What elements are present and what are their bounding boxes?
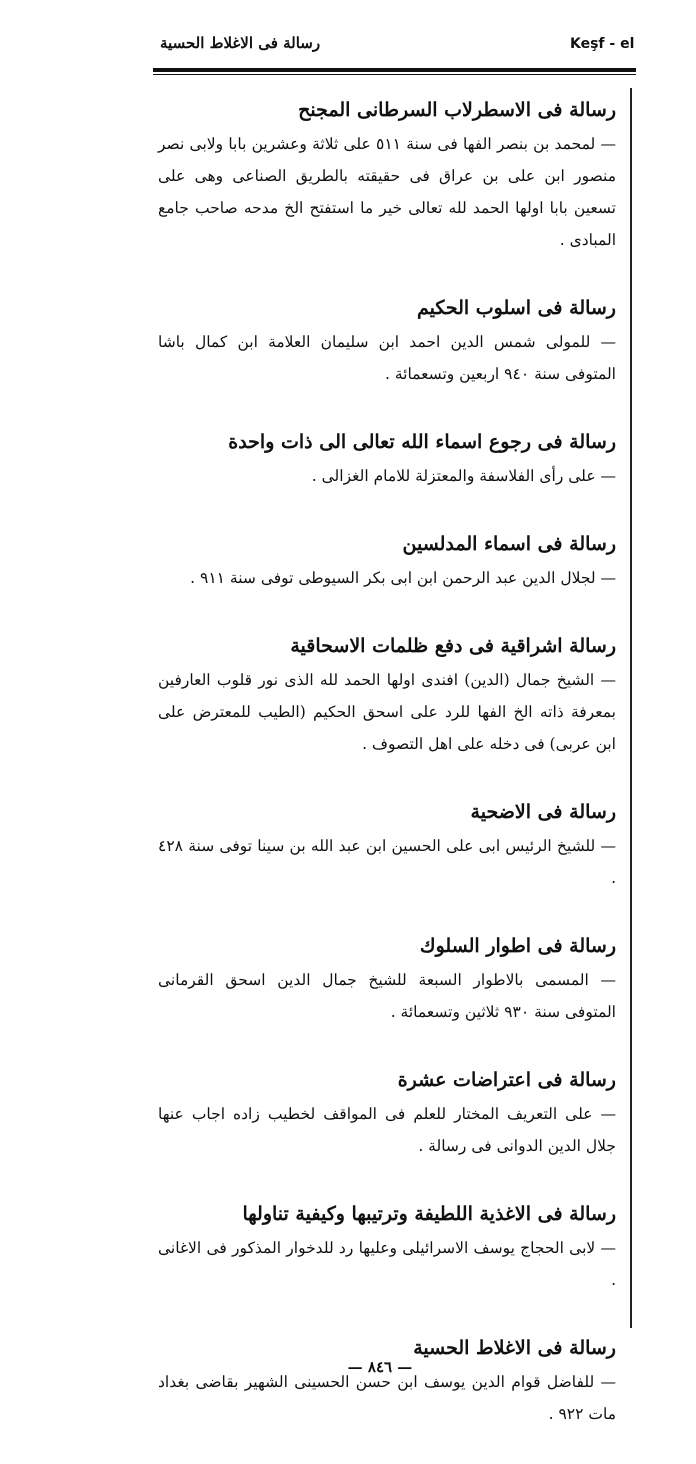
entry-details: — لمحمد بن بنصر الفها فى سنة ٥١١ على ثلاثة وعشرين بابا ولابى نصر منصور ابن على بن عراق فى حقيقته بالطريق الصناعى وهى على تسعين بابا اولها الحمد لله تعالى خير ما استفتح الخ مدحه صاحب جامع المبادى . — [158, 135, 616, 249]
entry-title: رسالة فى رجوع اسماء الله تعالى الى ذات واحدة — [228, 431, 616, 453]
entry — [158, 1062, 616, 1162]
entry — [158, 92, 616, 256]
entry — [158, 526, 616, 594]
entry-details: — المسمى بالاطوار السبعة للشيخ جمال الدين اسحق القرمانى المتوفى سنة ٩٣٠ ثلاثين وتسعمائة . — [158, 971, 616, 1021]
entry-details: — لابى الحجاج يوسف الاسرائيلى وعليها رد للدخوار المذكور فى الاغانى . — [158, 1239, 616, 1289]
header-rule-thick — [153, 68, 636, 72]
entry — [158, 290, 616, 390]
entry-details: — للفاضل قوام الدين يوسف ابن حسن الحسينى الشهير بقاضى بغداد مات ٩٢٢ . — [158, 1373, 616, 1423]
entry-details: — الشيخ جمال (الدين) افندى اولها الحمد لله الذى نور قلوب العارفين بمعرفة ذاته الخ الفها للرد على اسحق الحكيم (الطيب للمعترض على ابن عربى) فى دخله على اهل التصوف . — [158, 671, 616, 753]
header-rule-thin — [153, 74, 636, 75]
entry-details: — للشيخ الرئيس ابى على الحسين ابن عبد الله بن سينا توفى سنة ٤٢٨ . — [158, 837, 616, 887]
entry-details: — على التعريف المختار للعلم فى المواقف لخطيب زاده اجاب عنها جلال الدين الدوانى فى رسالة . — [158, 1105, 616, 1155]
entry — [158, 1196, 616, 1296]
entry — [158, 424, 616, 492]
kesf-label: Keşf - el — [570, 36, 635, 52]
entry — [158, 928, 616, 1028]
entry-title: رسالة فى الاغلاط الحسية — [413, 1337, 616, 1359]
entry-details: — على رأى الفلاسفة والمعتزلة للامام الغزالى . — [311, 467, 616, 485]
entry-title: رسالة اشراقية فى دفع ظلمات الاسحاقية — [290, 635, 616, 657]
page-header — [160, 30, 636, 60]
entry-title: رسالة فى اعتراضات عشرة — [397, 1069, 616, 1091]
entry — [158, 628, 616, 760]
entry-title: رسالة فى اطوار السلوك — [419, 935, 616, 957]
entry-details: — للمولى شمس الدين احمد ابن سليمان العلامة ابن كمال باشا المتوفى سنة ٩٤٠ اربعين وتسعمائة . — [158, 333, 616, 383]
entry-title: رسالة فى اسلوب الحكيم — [416, 297, 616, 319]
entry-details: — لجلال الدين عبد الرحمن ابن ابى بكر السيوطى توفى سنة ٩١١ . — [190, 569, 616, 587]
entry-title: رسالة فى الاسطرلاب السرطانى المجنح — [298, 99, 616, 121]
margin-line — [630, 88, 632, 1328]
running-title: رسالة فى الاغلاط الحسية — [160, 34, 321, 52]
entries-list — [158, 92, 616, 1464]
page-number: — ٨٤٦ — — [347, 1358, 413, 1376]
entry-title: رسالة فى الاضحية — [470, 801, 616, 823]
entry-title: رسالة فى الاغذية اللطيفة وترتيبها وكيفية تناولها — [242, 1203, 616, 1225]
entry — [158, 1330, 616, 1430]
entry-title: رسالة فى اسماء المدلسين — [402, 533, 616, 555]
entry — [158, 794, 616, 894]
